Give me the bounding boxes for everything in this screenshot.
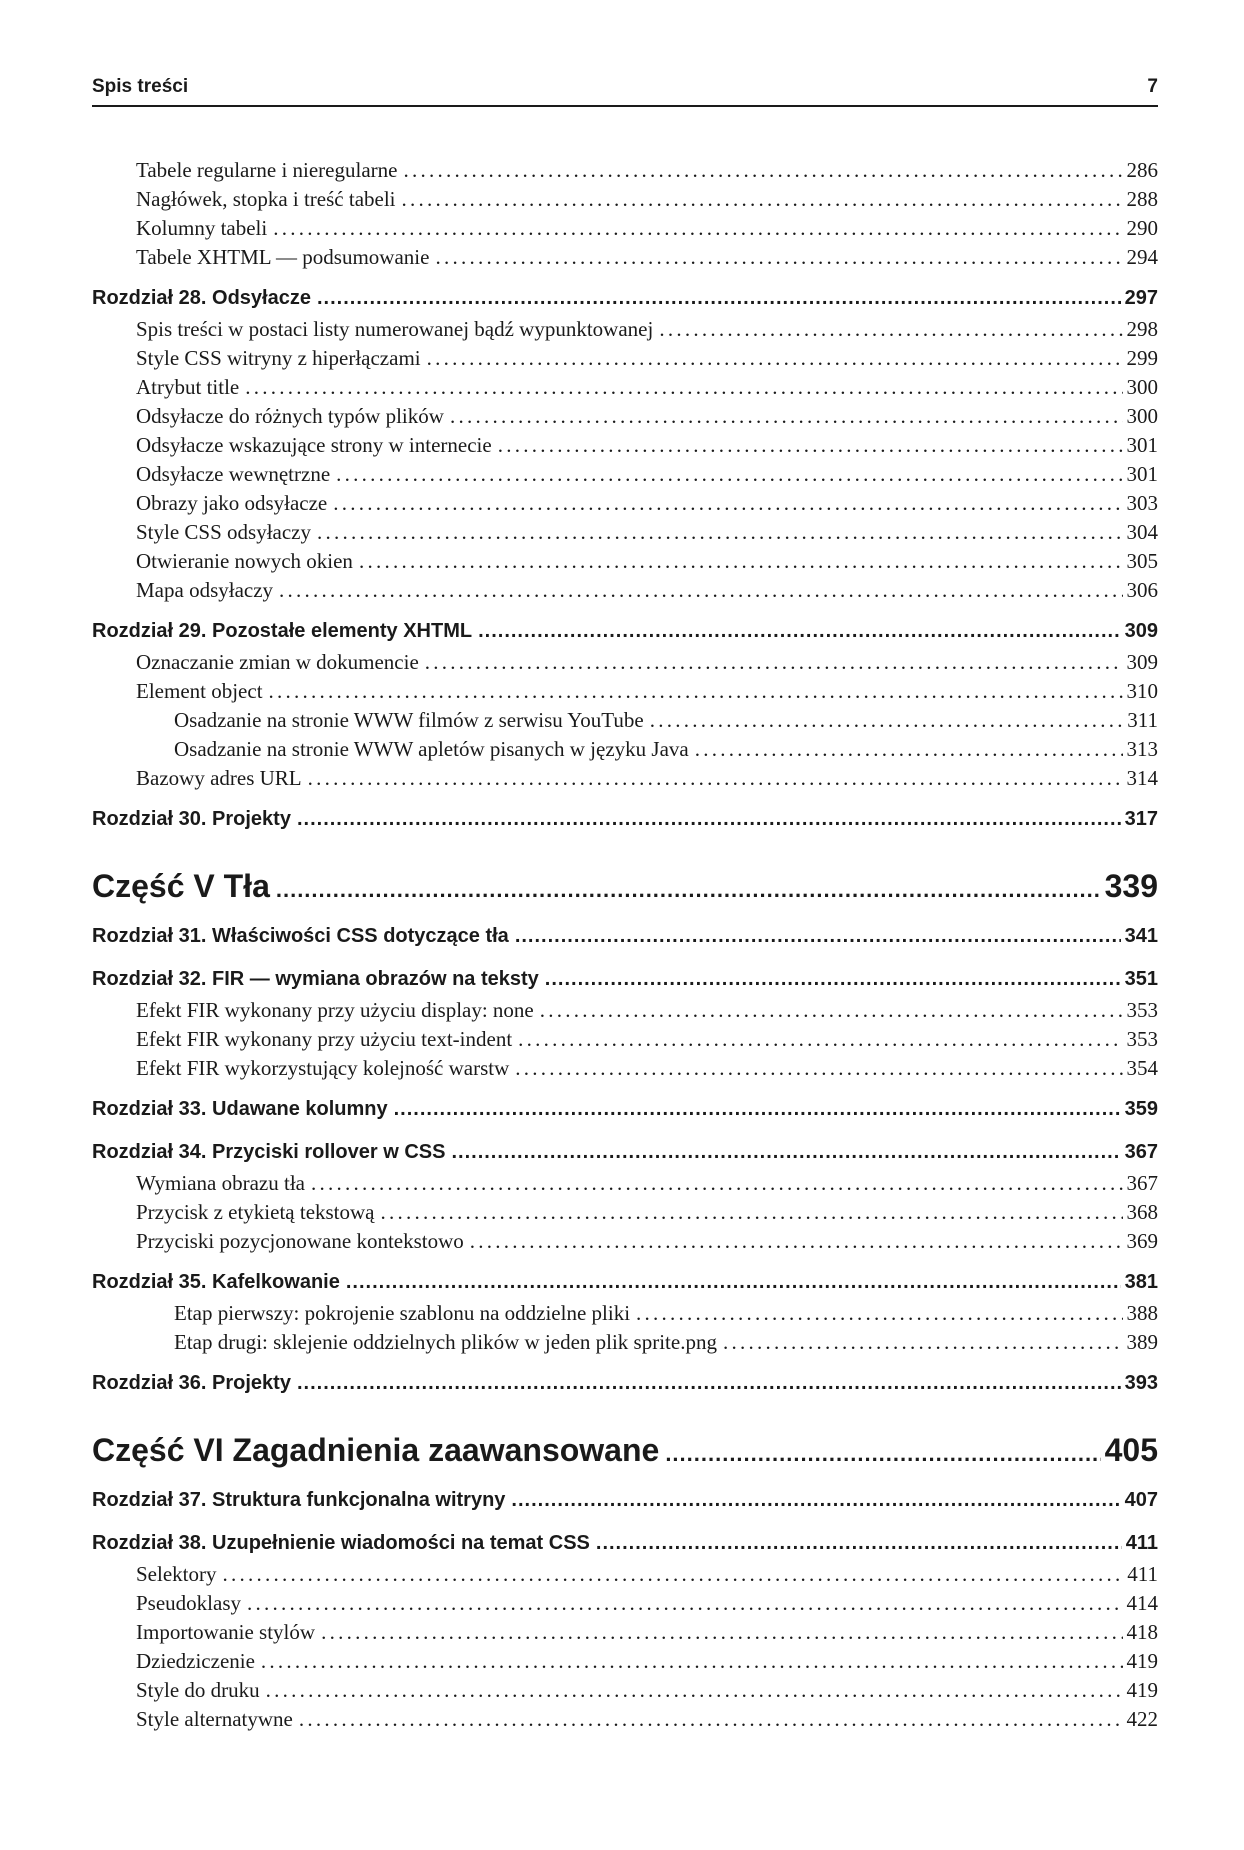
dot-leader bbox=[333, 491, 1122, 516]
dot-leader bbox=[222, 1562, 1123, 1587]
toc-chapter-entry bbox=[92, 1372, 1158, 1402]
toc-entry-page: 419 bbox=[1126, 1649, 1158, 1673]
toc-entry-page: 306 bbox=[1126, 578, 1158, 602]
toc-section-entry bbox=[92, 1620, 1158, 1649]
dot-leader bbox=[478, 620, 1121, 643]
toc-section-entry bbox=[92, 578, 1158, 607]
toc-entry-label: Etap pierwszy: pokrojenie szablonu na oddzielne pliki bbox=[174, 1301, 631, 1325]
toc-entry-label: Rozdział 33. Udawane kolumny bbox=[92, 1098, 388, 1120]
toc-entry-label: Spis treści w postaci listy numerowanej bądź wypunktowanej bbox=[136, 317, 654, 341]
toc-entry-page: 309 bbox=[1126, 650, 1158, 674]
toc-entry-label: Mapa odsyłaczy bbox=[136, 578, 274, 602]
toc-entry-page: 388 bbox=[1126, 1301, 1158, 1325]
toc-section-entry bbox=[92, 650, 1158, 679]
toc-entry-label: Rozdział 31. Właściwości CSS dotyczące tła bbox=[92, 925, 509, 947]
toc-entry-page: 314 bbox=[1126, 766, 1158, 790]
dot-leader bbox=[540, 998, 1123, 1023]
toc-chapter-entry bbox=[92, 968, 1158, 998]
toc-entry-page: 290 bbox=[1126, 216, 1158, 240]
toc-entry-page: 393 bbox=[1124, 1372, 1158, 1394]
toc-chapter-entry bbox=[92, 1098, 1158, 1128]
dot-leader bbox=[394, 1098, 1121, 1121]
toc-entry-label: Style alternatywne bbox=[136, 1707, 293, 1731]
dot-leader bbox=[273, 216, 1122, 241]
running-header-title: Spis treści bbox=[92, 76, 189, 97]
toc-section-entry bbox=[92, 1591, 1158, 1620]
toc-entry-page: 301 bbox=[1126, 462, 1158, 486]
toc-section-entry bbox=[92, 375, 1158, 404]
toc-entry-page: 381 bbox=[1124, 1271, 1158, 1293]
toc-subsection-entry bbox=[92, 737, 1158, 766]
toc-entry-page: 298 bbox=[1126, 317, 1158, 341]
toc-section-entry bbox=[92, 679, 1158, 708]
toc-section-entry bbox=[92, 187, 1158, 216]
toc-entry-label: Tabele XHTML — podsumowanie bbox=[136, 245, 430, 269]
toc-section-entry bbox=[92, 491, 1158, 520]
toc-entry-page: 303 bbox=[1126, 491, 1158, 515]
toc-section-entry bbox=[92, 404, 1158, 433]
toc-section-entry bbox=[92, 1200, 1158, 1229]
toc-entry-page: 407 bbox=[1124, 1489, 1158, 1511]
toc-entry-page: 367 bbox=[1124, 1141, 1158, 1163]
dot-leader bbox=[317, 520, 1122, 545]
toc-section-entry bbox=[92, 1649, 1158, 1678]
dot-leader bbox=[321, 1620, 1122, 1645]
dot-leader bbox=[665, 1441, 1100, 1467]
toc-chapter-entry bbox=[92, 287, 1158, 317]
toc-entry-label: Rozdział 36. Projekty bbox=[92, 1372, 291, 1394]
dot-leader bbox=[695, 737, 1123, 762]
toc-section-entry bbox=[92, 1171, 1158, 1200]
toc-entry-page: 300 bbox=[1126, 404, 1158, 428]
toc-entry-page: 411 bbox=[1125, 1532, 1158, 1554]
dot-leader bbox=[498, 433, 1123, 458]
dot-leader bbox=[247, 1591, 1123, 1616]
toc-entry-label: Odsyłacze wskazujące strony w internecie bbox=[136, 433, 492, 457]
toc-entry-label: Style do druku bbox=[136, 1678, 260, 1702]
dot-leader bbox=[450, 404, 1123, 429]
dot-leader bbox=[596, 1532, 1122, 1555]
dot-leader bbox=[269, 679, 1123, 704]
dot-leader bbox=[451, 1141, 1120, 1164]
toc-chapter-entry bbox=[92, 925, 1158, 955]
toc-entry-label: Osadzanie na stronie WWW apletów pisanych w języku Java bbox=[174, 737, 689, 761]
toc-entry-page: 367 bbox=[1126, 1171, 1158, 1195]
dot-leader bbox=[311, 1171, 1123, 1196]
toc-entry-page: 411 bbox=[1127, 1562, 1158, 1586]
dot-leader bbox=[346, 1271, 1121, 1294]
toc-chapter-entry bbox=[92, 808, 1158, 838]
toc-entry-label: Część VI Zagadnienia zaawansowane bbox=[92, 1432, 660, 1468]
toc-subsection-entry bbox=[92, 1330, 1158, 1359]
toc-part-entry bbox=[92, 868, 1158, 912]
toc-entry-label: Rozdział 35. Kafelkowanie bbox=[92, 1271, 340, 1293]
dot-leader bbox=[261, 1649, 1123, 1674]
toc-entry-page: 286 bbox=[1126, 158, 1158, 182]
toc-entry-label: Przyciski pozycjonowane kontekstowo bbox=[136, 1229, 464, 1253]
dot-leader bbox=[297, 808, 1121, 831]
toc-entry-label: Dziedziczenie bbox=[136, 1649, 255, 1673]
toc-chapter-entry bbox=[92, 1141, 1158, 1171]
toc-entry-label: Odsyłacze do różnych typów plików bbox=[136, 404, 444, 428]
toc-chapter-entry bbox=[92, 1532, 1158, 1562]
toc-entry-label: Rozdział 38. Uzupełnienie wiadomości na temat CSS bbox=[92, 1532, 590, 1554]
toc-entry-label: Odsyłacze wewnętrzne bbox=[136, 462, 331, 486]
toc-section-entry bbox=[92, 766, 1158, 795]
toc-entry-page: 299 bbox=[1126, 346, 1158, 370]
toc-entry-label: Pseudoklasy bbox=[136, 1591, 241, 1615]
toc-entry-label: Część V Tła bbox=[92, 868, 270, 904]
toc-entry-label: Osadzanie na stronie WWW filmów z serwisu YouTube bbox=[174, 708, 644, 732]
toc-chapter-entry bbox=[92, 620, 1158, 650]
toc-entry-page: 354 bbox=[1126, 1056, 1158, 1080]
toc-entry-label: Tabele regularne i nieregularne bbox=[136, 158, 398, 182]
toc-section-entry bbox=[92, 158, 1158, 187]
dot-leader bbox=[545, 968, 1121, 991]
toc-entry-page: 313 bbox=[1126, 737, 1158, 761]
toc-entry-page: 353 bbox=[1126, 1027, 1158, 1051]
toc-entry-page: 353 bbox=[1126, 998, 1158, 1022]
dot-leader bbox=[279, 578, 1122, 603]
dot-leader bbox=[299, 1707, 1123, 1732]
dot-leader bbox=[276, 877, 1101, 903]
dot-leader bbox=[425, 650, 1123, 675]
toc-entry-label: Rozdział 28. Odsyłacze bbox=[92, 287, 311, 309]
toc-part-entry bbox=[92, 1432, 1158, 1476]
dot-leader bbox=[297, 1372, 1121, 1395]
toc-entry-label: Rozdział 30. Projekty bbox=[92, 808, 291, 830]
toc-entry-label: Obrazy jako odsyłacze bbox=[136, 491, 328, 515]
toc-entry-page: 317 bbox=[1124, 808, 1158, 830]
running-header bbox=[92, 76, 1158, 106]
toc-entry-label: Bazowy adres URL bbox=[136, 766, 302, 790]
dot-leader bbox=[402, 187, 1123, 212]
page-number: 7 bbox=[1147, 76, 1158, 97]
dot-leader bbox=[266, 1678, 1123, 1703]
toc-subsection-entry bbox=[92, 1301, 1158, 1330]
toc-section-entry bbox=[92, 1229, 1158, 1258]
toc-subsection-entry bbox=[92, 708, 1158, 737]
toc-entry-page: 368 bbox=[1126, 1200, 1158, 1224]
toc-entry-label: Etap drugi: sklejenie oddzielnych plików w jeden plik sprite.png bbox=[174, 1330, 717, 1354]
toc-entry-page: 309 bbox=[1124, 620, 1158, 642]
dot-leader bbox=[636, 1301, 1122, 1326]
toc-entry-page: 310 bbox=[1126, 679, 1158, 703]
toc-section-entry bbox=[92, 346, 1158, 375]
toc-section-entry bbox=[92, 1707, 1158, 1736]
toc-section-entry bbox=[92, 317, 1158, 346]
toc-entry-label: Wymiana obrazu tła bbox=[136, 1171, 305, 1195]
dot-leader bbox=[359, 549, 1123, 574]
dot-leader bbox=[650, 708, 1124, 733]
dot-leader bbox=[515, 925, 1121, 948]
dot-leader bbox=[723, 1330, 1123, 1355]
toc-entry-label: Kolumny tabeli bbox=[136, 216, 268, 240]
toc-entry-page: 301 bbox=[1126, 433, 1158, 457]
toc-entry-label: Przycisk z etykietą tekstową bbox=[136, 1200, 375, 1224]
toc-entry-label: Nagłówek, stopka i treść tabeli bbox=[136, 187, 396, 211]
dot-leader bbox=[317, 287, 1121, 310]
toc-section-entry bbox=[92, 520, 1158, 549]
toc-entry-page: 418 bbox=[1126, 1620, 1158, 1644]
toc-entry-page: 288 bbox=[1126, 187, 1158, 211]
toc-entry-page: 422 bbox=[1126, 1707, 1158, 1731]
toc-entry-label: Otwieranie nowych okien bbox=[136, 549, 353, 573]
toc-entry-page: 300 bbox=[1126, 375, 1158, 399]
dot-leader bbox=[381, 1200, 1123, 1225]
toc-entry-page: 359 bbox=[1124, 1098, 1158, 1120]
dot-leader bbox=[435, 245, 1122, 270]
toc-section-entry bbox=[92, 1678, 1158, 1707]
toc-entry-page: 419 bbox=[1126, 1678, 1158, 1702]
toc-chapter-entry bbox=[92, 1271, 1158, 1301]
toc-entry-label: Style CSS odsyłaczy bbox=[136, 520, 312, 544]
dot-leader bbox=[515, 1056, 1122, 1081]
toc-entry-page: 297 bbox=[1124, 287, 1158, 309]
toc-section-entry bbox=[92, 1027, 1158, 1056]
dot-leader bbox=[427, 346, 1123, 371]
toc-entry-page: 369 bbox=[1126, 1229, 1158, 1253]
dot-leader bbox=[511, 1489, 1120, 1512]
toc-entry-label: Style CSS witryny z hiperłączami bbox=[136, 346, 421, 370]
toc-section-entry bbox=[92, 433, 1158, 462]
toc-entry-label: Oznaczanie zmian w dokumencie bbox=[136, 650, 419, 674]
toc-entry-page: 311 bbox=[1127, 708, 1158, 732]
dot-leader bbox=[470, 1229, 1123, 1254]
dot-leader bbox=[308, 766, 1123, 791]
table-of-contents bbox=[92, 158, 1158, 1736]
toc-entry-label: Selektory bbox=[136, 1562, 217, 1586]
dot-leader bbox=[659, 317, 1122, 342]
toc-entry-label: Efekt FIR wykonany przy użyciu text-indent bbox=[136, 1027, 513, 1051]
toc-section-entry bbox=[92, 245, 1158, 274]
toc-entry-page: 304 bbox=[1126, 520, 1158, 544]
toc-entry-label: Rozdział 37. Struktura funkcjonalna witryny bbox=[92, 1489, 506, 1511]
header-rule bbox=[92, 105, 1158, 107]
toc-entry-label: Atrybut title bbox=[136, 375, 240, 399]
toc-entry-page: 341 bbox=[1124, 925, 1158, 947]
toc-entry-label: Importowanie stylów bbox=[136, 1620, 316, 1644]
toc-entry-page: 389 bbox=[1126, 1330, 1158, 1354]
toc-entry-page: 339 bbox=[1104, 868, 1158, 904]
toc-section-entry bbox=[92, 1562, 1158, 1591]
toc-section-entry bbox=[92, 998, 1158, 1027]
dot-leader bbox=[336, 462, 1122, 487]
toc-section-entry bbox=[92, 216, 1158, 245]
toc-entry-page: 351 bbox=[1124, 968, 1158, 990]
toc-entry-label: Rozdział 32. FIR — wymiana obrazów na teksty bbox=[92, 968, 539, 990]
toc-entry-label: Rozdział 29. Pozostałe elementy XHTML bbox=[92, 620, 473, 642]
toc-entry-page: 305 bbox=[1126, 549, 1158, 573]
toc-section-entry bbox=[92, 1056, 1158, 1085]
dot-leader bbox=[403, 158, 1122, 183]
toc-chapter-entry bbox=[92, 1489, 1158, 1519]
toc-section-entry bbox=[92, 462, 1158, 491]
toc-entry-label: Efekt FIR wykorzystujący kolejność warstw bbox=[136, 1056, 510, 1080]
toc-section-entry bbox=[92, 549, 1158, 578]
toc-entry-label: Rozdział 34. Przyciski rollover w CSS bbox=[92, 1141, 446, 1163]
toc-entry-page: 294 bbox=[1126, 245, 1158, 269]
toc-entry-label: Element object bbox=[136, 679, 263, 703]
toc-entry-label: Efekt FIR wykonany przy użyciu display: none bbox=[136, 998, 534, 1022]
toc-entry-page: 414 bbox=[1126, 1591, 1158, 1615]
toc-entry-page: 405 bbox=[1104, 1432, 1158, 1468]
dot-leader bbox=[518, 1027, 1122, 1052]
dot-leader bbox=[245, 375, 1122, 400]
